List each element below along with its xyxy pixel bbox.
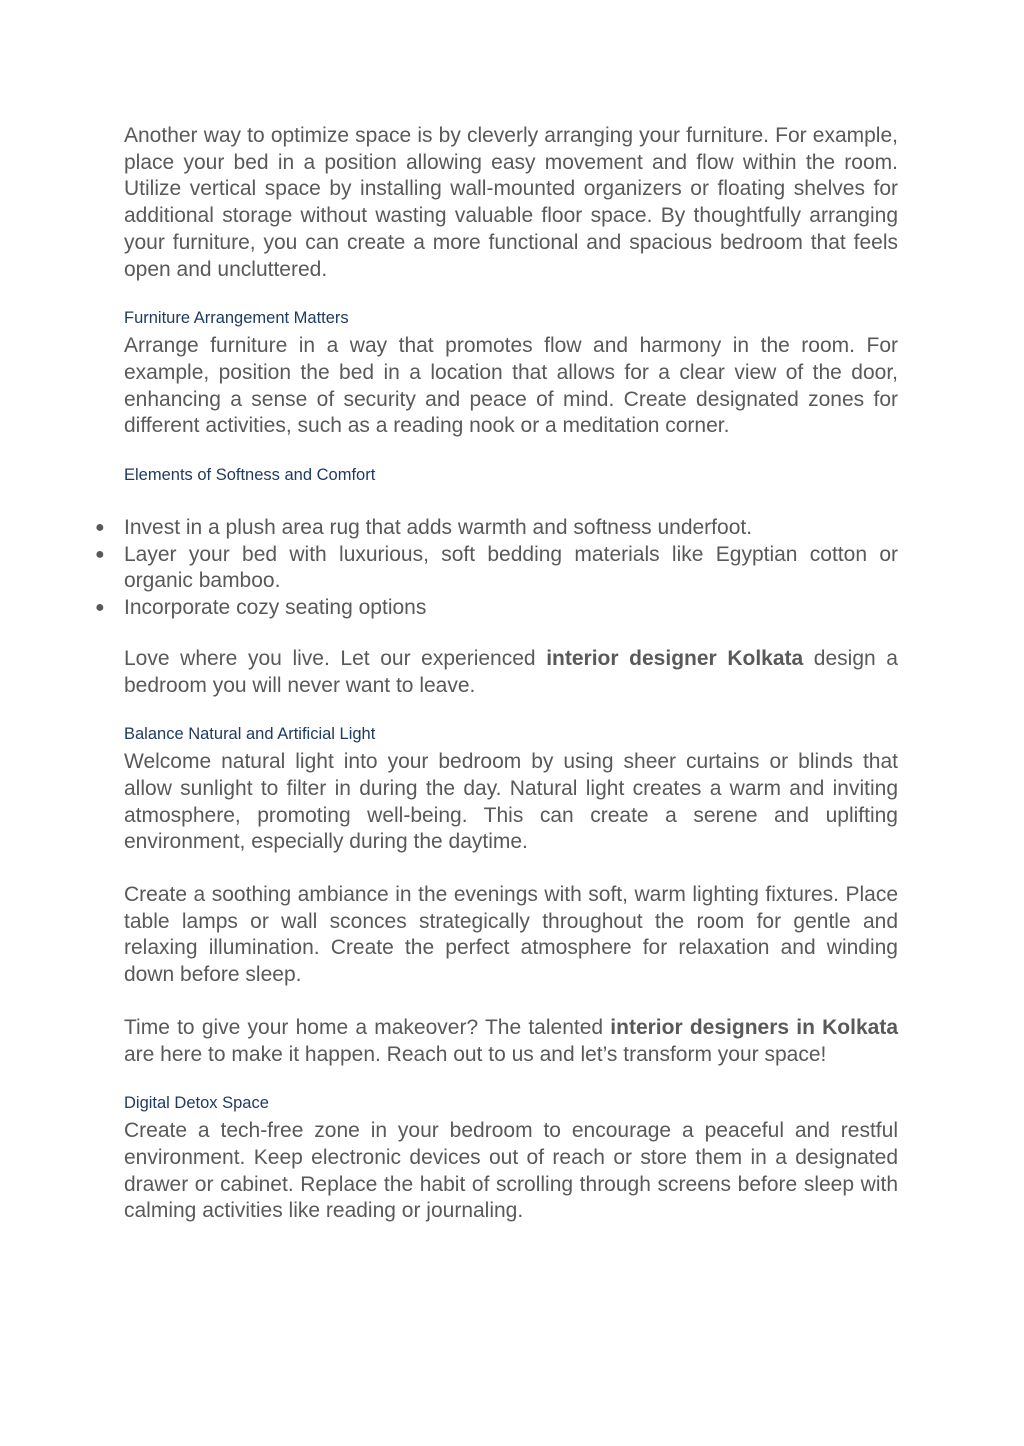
bullet-icon: ● (95, 519, 105, 537)
cta-paragraph-designer (124, 646, 898, 699)
bullet-text: Invest in a plush area rug that adds warmth and softness underfoot. (124, 516, 753, 540)
cta-text-before: Time to give your home a makeover? The talented (124, 1015, 611, 1039)
bullet-icon: ● (95, 545, 105, 563)
document-page (95, 123, 898, 1225)
softness-bullet-list (95, 515, 898, 622)
digital-detox-paragraph: Create a tech-free zone in your bedroom to encourage a peaceful and restful environment. Keep electronic devices out of reach or store them in a designated drawer or cabinet. Replace the habit of scrolling through screens before sleep with calming activities like reading or journaling. (124, 1119, 898, 1223)
cta-bold-keyword: interior designers in Kolkata (610, 1015, 898, 1039)
bullet-text: Layer your bed with luxurious, soft bedding materials like Egyptian cotton or organic bamboo. (124, 542, 898, 593)
furniture-paragraph: Arrange furniture in a way that promotes flow and harmony in the room. For example, position the bed in a location that allows for a clear view of the door, enhancing a sense of security and peace of mind. Create designated zones for different activities, such as a reading nook or a meditation corner. (124, 334, 898, 438)
bullet-text: Incorporate cozy seating options (124, 596, 427, 620)
heading-natural-artificial-light: Balance Natural and Artificial Light (124, 725, 376, 744)
cta-paragraph-designers (124, 1015, 898, 1068)
intro-paragraph: Another way to optimize space is by cleverly arranging your furniture. For example, place your bed in a position allowing easy movement and flow within the room. Utilize vertical space by installing wall-mounted organizers or floating shelves for additional storage without wasting valuable floor space. By thoughtfully arranging your furniture, you can create a more functional and spacious bedroom that feels open and uncluttered. (124, 124, 898, 281)
list-item (95, 515, 898, 542)
artificial-light-paragraph: Create a soothing ambiance in the evenings with soft, warm lighting fixtures. Place table lamps or wall sconces strategically throughout the room for gentle and relaxing illumination. Create the perfect atmosphere for relaxation and winding down before sleep. (124, 883, 898, 987)
natural-light-paragraph: Welcome natural light into your bedroom by using sheer curtains or blinds that allow sunlight to filter in during the day. Natural light creates a warm and inviting atmosphere, promoting well-being. This can create a serene and uplifting environment, especially during the daytime. (124, 750, 898, 854)
heading-digital-detox: Digital Detox Space (124, 1094, 269, 1113)
heading-furniture-arrangement: Furniture Arrangement Matters (124, 309, 349, 328)
heading-softness-comfort: Elements of Softness and Comfort (124, 466, 376, 485)
cta-text-before: Love where you live. Let our experienced (124, 646, 547, 670)
cta-text-after: are here to make it happen. Reach out to us and let’s transform your space! (124, 1042, 827, 1066)
list-item (95, 542, 898, 595)
bullet-icon: ● (95, 599, 105, 617)
cta-bold-keyword: interior designer Kolkata (546, 646, 804, 670)
cta-text-after: design a bedroom you will never want to leave. (124, 646, 898, 697)
list-item (95, 595, 898, 622)
